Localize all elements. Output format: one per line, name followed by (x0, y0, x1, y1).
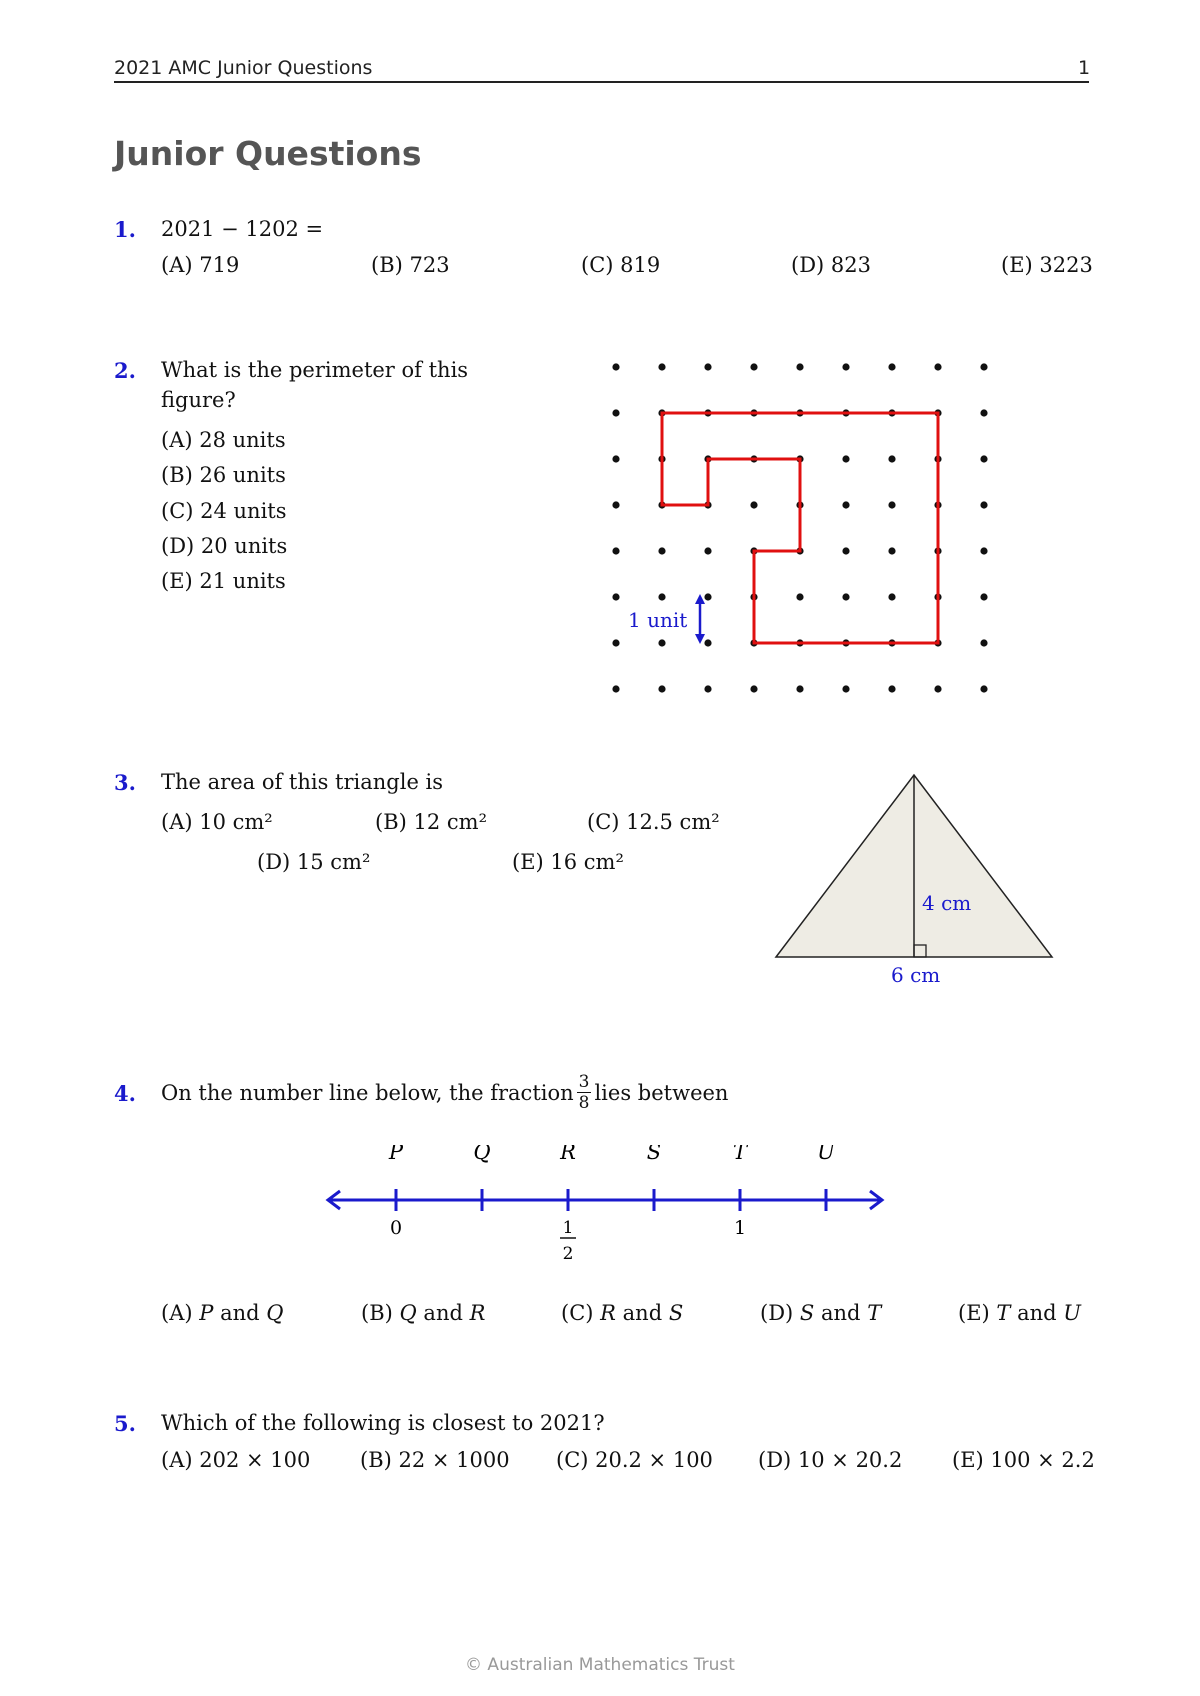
question-4-number: 4. (114, 1081, 136, 1106)
question-2-number: 2. (114, 358, 136, 383)
q3-option-c: (C) 12.5 cm² (587, 810, 720, 834)
unit-label: 1 unit (628, 608, 688, 632)
q5-option-e: (E) 100 × 2.2 (952, 1448, 1095, 1472)
grid-dot (980, 363, 987, 370)
grid-dot (888, 593, 895, 600)
q5-option-c: (C) 20.2 × 100 (556, 1448, 713, 1472)
grid-dot (612, 639, 619, 646)
q5-option-a: (A) 202 × 100 (161, 1448, 311, 1472)
q4-e-prefix: (E) (958, 1301, 990, 1325)
q4-b-first: Q (399, 1301, 417, 1325)
grid-dot (612, 547, 619, 554)
q4-b-second: R (469, 1301, 486, 1325)
grid-dot (934, 685, 941, 692)
q4-d-second: T (867, 1301, 882, 1325)
grid-dot (980, 685, 987, 692)
q4-b-and: and (423, 1301, 463, 1325)
q4-option-b (361, 1301, 485, 1325)
question-2-text-line1: What is the perimeter of this (161, 358, 469, 382)
grid-dot (612, 455, 619, 462)
q4-c-prefix: (C) (561, 1301, 594, 1325)
grid-dot (704, 593, 711, 600)
q4-c-and: and (622, 1301, 663, 1325)
grid-dot (658, 639, 665, 646)
q3-option-a: (A) 10 cm² (161, 810, 273, 834)
fraction-three-eighths (577, 1074, 592, 1112)
q4-e-second: U (1063, 1301, 1081, 1325)
q4-option-e (958, 1301, 1081, 1325)
q5-option-b: (B) 22 × 1000 (360, 1448, 510, 1472)
q4-b-prefix: (B) (361, 1301, 393, 1325)
grid-dot (658, 363, 665, 370)
q4-e-first: T (996, 1301, 1011, 1325)
q4-a-and: and (220, 1301, 260, 1325)
q4-c-first: R (600, 1301, 616, 1325)
footer-copyright: © Australian Mathematics Trust (465, 1655, 735, 1675)
grid-dot (980, 501, 987, 508)
q2-option-e: (E) 21 units (161, 569, 286, 593)
q1-option-a: (A) 719 (161, 253, 240, 277)
section-title: Junior Questions (114, 134, 422, 173)
grid-dot (658, 547, 665, 554)
question-1-number: 1. (114, 217, 136, 242)
question-4-text (161, 1073, 728, 1113)
unit-arrow (695, 594, 705, 644)
q2-option-a: (A) 28 units (161, 428, 286, 452)
value-label-one: 1 (733, 1217, 747, 1239)
q4-d-first: S (799, 1301, 815, 1325)
half-denominator: 2 (562, 1244, 574, 1264)
q4-d-and: and (821, 1301, 861, 1325)
value-label-zero: 0 (389, 1217, 403, 1239)
dot-grid-figure (600, 350, 1000, 700)
grid-dot (888, 685, 895, 692)
page-number: 1 (1078, 57, 1091, 79)
q4-option-c (561, 1301, 683, 1325)
question-4-text-before: On the number line below, the fraction (161, 1081, 574, 1105)
grid-dot (796, 593, 803, 600)
question-4-text-after: lies between (594, 1081, 729, 1105)
grid-dot (842, 455, 849, 462)
grid-dot (842, 593, 849, 600)
point-label-q: Q (473, 1145, 491, 1164)
q3-option-b: (B) 12 cm² (375, 810, 487, 834)
grid-dot (842, 685, 849, 692)
grid-dot (658, 685, 665, 692)
grid-dot (796, 685, 803, 692)
grid-dot (612, 409, 619, 416)
q3-option-d: (D) 15 cm² (257, 850, 371, 874)
number-line (320, 1145, 900, 1275)
q4-d-prefix: (D) (760, 1301, 794, 1325)
question-5-number: 5. (114, 1411, 136, 1436)
grid-dot (704, 685, 711, 692)
q1-option-d: (D) 823 (791, 253, 871, 277)
grid-dot (612, 501, 619, 508)
question-3-text: The area of this triangle is (161, 770, 444, 794)
point-label-u: U (817, 1145, 835, 1164)
q2-option-d: (D) 20 units (161, 534, 288, 558)
point-label-t: T (732, 1145, 748, 1164)
q4-option-d (760, 1301, 881, 1325)
fraction-numerator: 3 (578, 1072, 590, 1092)
question-1-text: 2021 − 1202 = (161, 217, 324, 241)
question-3-number: 3. (114, 770, 136, 795)
grid-dot (796, 363, 803, 370)
grid-dot (704, 639, 711, 646)
q2-option-c: (C) 24 units (161, 499, 287, 523)
point-label-r: R (560, 1145, 576, 1164)
grid-dot (888, 363, 895, 370)
grid-dot (750, 363, 757, 370)
grid-dot (980, 639, 987, 646)
grid-dot (612, 685, 619, 692)
q4-a-prefix: (A) (161, 1301, 193, 1325)
header-title: 2021 AMC Junior Questions (114, 57, 373, 79)
q1-option-c: (C) 819 (581, 253, 661, 277)
grid-dot (842, 501, 849, 508)
q5-option-d: (D) 10 × 20.2 (758, 1448, 903, 1472)
fraction-denominator: 8 (578, 1093, 590, 1113)
q3-option-e: (E) 16 cm² (512, 850, 624, 874)
grid-dot (842, 363, 849, 370)
triangle-figure (770, 765, 1070, 995)
grid-dot (934, 363, 941, 370)
point-label-s: S (646, 1145, 662, 1164)
grid-dot (980, 409, 987, 416)
q4-e-and: and (1017, 1301, 1057, 1325)
grid-dot (750, 685, 757, 692)
grid-dot (888, 547, 895, 554)
grid-dot (658, 593, 665, 600)
header-rule (114, 81, 1089, 83)
q1-option-b: (B) 723 (371, 253, 450, 277)
grid-dot (750, 501, 757, 508)
grid-dot (612, 593, 619, 600)
q4-a-second: Q (266, 1301, 284, 1325)
grid-dot (980, 547, 987, 554)
q4-c-second: S (668, 1301, 684, 1325)
grid-dot (704, 547, 711, 554)
point-label-p: P (388, 1145, 404, 1164)
q1-option-e: (E) 3223 (1001, 253, 1093, 277)
q2-option-b: (B) 26 units (161, 463, 286, 487)
q4-a-first: P (199, 1301, 214, 1325)
grid-dot (704, 363, 711, 370)
base-label: 6 cm (891, 963, 941, 987)
q4-option-a (161, 1301, 283, 1325)
grid-dot (888, 501, 895, 508)
grid-dot (888, 455, 895, 462)
grid-dot (980, 455, 987, 462)
height-label: 4 cm (922, 891, 972, 915)
half-numerator: 1 (562, 1218, 574, 1238)
grid-dot (612, 363, 619, 370)
question-2-text-line2: figure? (161, 388, 236, 412)
question-5-text: Which of the following is closest to 2021? (161, 1411, 605, 1435)
grid-dot (980, 593, 987, 600)
perimeter-path (662, 413, 938, 643)
grid-dot (842, 547, 849, 554)
